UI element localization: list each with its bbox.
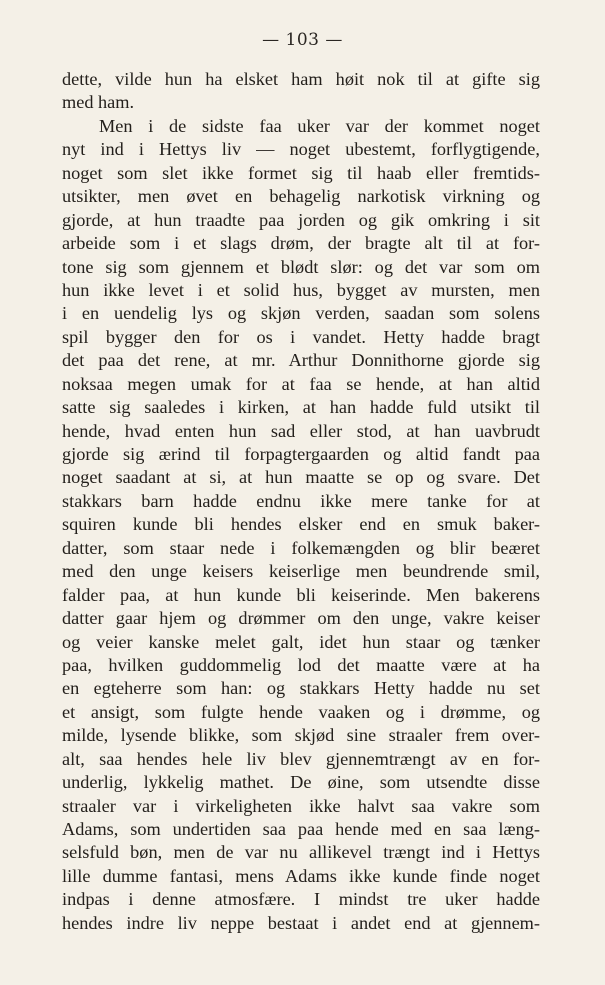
text-line: nyt ind i Hettys liv — noget ubestemt, forflygtigende, — [62, 139, 540, 160]
text-line: selsfuld bøn, men de var nu allikevel trængt ind i Hettys — [62, 842, 540, 863]
text-line: en egteherre som han: og stakkars Hetty hadde nu set — [62, 678, 540, 699]
text-line: tone sig som gjennem et blødt slør: og det var som om — [62, 256, 540, 277]
text-line: stakkars barn hadde endnu ikke mere tanke for at — [62, 490, 540, 511]
text-line: utsikter, men øvet en behagelig narkotisk virkning og — [62, 186, 540, 207]
text-line: i en uendelig lys og skjøn verden, saadan som solens — [62, 303, 540, 324]
text-line: noget saadant at si, at hun maatte se op og svare. Det — [62, 467, 540, 488]
text-line: med ham. — [62, 92, 135, 113]
text-line: hun ikke levet i et solid hus, bygget av mursten, men — [62, 279, 540, 300]
text-line: lille dumme fantasi, mens Adams ikke kunde finde noget — [62, 865, 540, 886]
text-line: noksaa megen umak for at faa se hende, at han altid — [62, 373, 540, 394]
text-line: alt, saa hendes hele liv blev gjennemtrængt av en for- — [62, 748, 540, 769]
text-line: noget som slet ikke formet sig til haab eller fremtids- — [62, 162, 540, 183]
text-line: med den unge keisers keiserlige men beundrende smil, — [62, 561, 540, 582]
text-line: Men i de sidste faa uker var der kommet noget — [99, 115, 540, 136]
text-line: og veier kanske melet galt, idet hun staar og tænker — [62, 631, 540, 652]
text-line: paa, hvilken guddommelig lod det maatte være at ha — [62, 654, 540, 675]
paragraph-2 — [62, 115, 540, 935]
text-line: hendes indre liv neppe bestaat i andet end at gjennem- — [62, 912, 540, 933]
text-line: gjorde, at hun traadte paa jorden og gik omkring i sit — [62, 209, 540, 230]
text-line: squiren kunde bli hendes elsker end en smuk baker- — [62, 514, 540, 535]
text-line: falder paa, at hun kunde bli keiserinde. Men bakerens — [62, 584, 540, 605]
paragraph-1 — [62, 68, 540, 115]
body-text — [62, 68, 540, 935]
text-line: det paa det rene, at mr. Arthur Donnithorne gjorde sig — [62, 350, 540, 371]
text-line: datter, som staar nede i folkemængden og blir beæret — [62, 537, 540, 558]
text-line: straaler var i virkeligheten ikke halvt saa vakre som — [62, 795, 540, 816]
page-number: — 103 — — [262, 30, 343, 50]
text-line: datter gaar hjem og drømmer om den unge, vakre keiser — [62, 608, 540, 629]
text-line: hende, hvad enten hun sad eller stod, at han uavbrudt — [62, 420, 540, 441]
text-line: dette, vilde hun ha elsket ham høit nok til at gifte sig — [62, 69, 540, 89]
text-line: et ansigt, som fulgte hende vaaken og i drømme, og — [62, 701, 540, 722]
text-line: arbeide som i et slags drøm, der bragte alt til at for- — [62, 233, 540, 254]
text-line: satte sig saaledes i kirken, at han hadde fuld utsikt til — [62, 397, 540, 418]
text-line: milde, lysende blikke, som skjød sine straaler frem over- — [62, 725, 540, 746]
text-line: Adams, som undertiden saa paa hende med en saa læng- — [62, 819, 540, 839]
text-line: gjorde sig ærind til forpagtergaarden og altid fandt paa — [62, 444, 540, 464]
text-line: indpas i denne atmosfære. I mindst tre uker hadde — [62, 889, 540, 910]
text-line: underlig, lykkelig mathet. De øine, som utsendte disse — [62, 772, 540, 793]
text-line: spil bygger den for os i vandet. Hetty hadde bragt — [62, 326, 540, 347]
